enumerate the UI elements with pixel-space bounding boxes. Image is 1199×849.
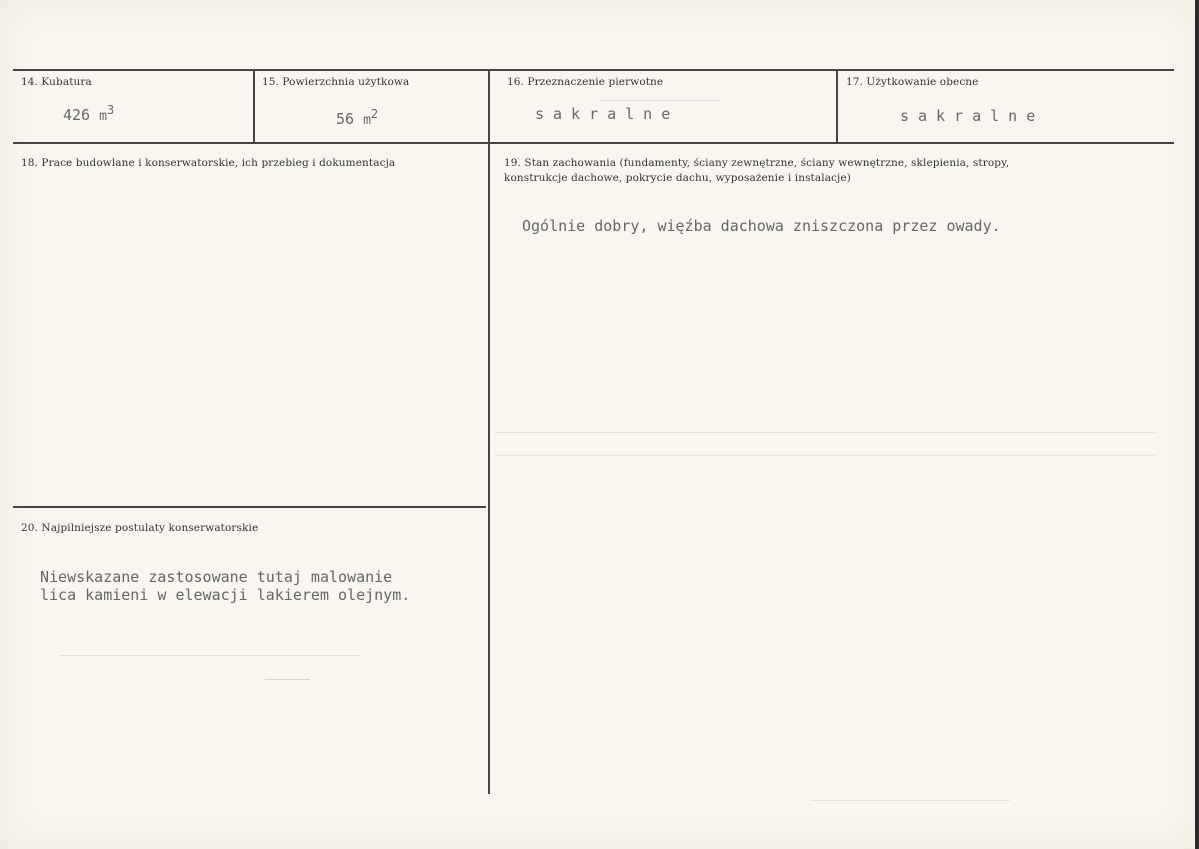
powierzchnia-number: 56 xyxy=(336,110,355,128)
paper-speck xyxy=(600,100,720,101)
przeznaczenie-label: 16. Przeznaczenie pierwotne xyxy=(507,76,664,88)
divider-18-20 xyxy=(13,506,486,508)
divider-14-15 xyxy=(253,69,255,143)
kubatura-unit-exponent: 3 xyxy=(106,103,115,117)
paper-speck xyxy=(810,800,1010,801)
prace-label: 18. Prace budowlane i konserwatorskie, ich przebieg i dokumentacja xyxy=(21,157,396,169)
uzytkowanie-value: sakralne xyxy=(900,107,1045,125)
scan-edge xyxy=(1195,0,1199,849)
postulaty-label: 20. Najpilniejsze postulaty konserwatorskie xyxy=(21,522,259,534)
kubatura-number: 426 xyxy=(63,106,91,124)
top-border xyxy=(13,69,1174,71)
paper-speck xyxy=(495,455,1155,456)
kubatura-label: 14. Kubatura xyxy=(21,76,92,88)
stan-label-line2: konstrukcje dachowe, pokrycie dachu, wyposażenie i instalacje) xyxy=(504,172,851,184)
header-row-bottom xyxy=(13,142,1174,144)
paper-speck xyxy=(265,679,310,680)
uzytkowanie-label: 17. Użytkowanie obecne xyxy=(846,76,979,88)
powierzchnia-unit-exponent: 2 xyxy=(370,107,379,121)
przeznaczenie-value: sakralne xyxy=(535,105,680,123)
stan-label-line1: 19. Stan zachowania (fundamenty, ściany zewnętrzne, ściany wewnętrzne, sklepienia, stropy, xyxy=(504,157,1010,169)
paper-speck xyxy=(60,655,360,656)
powierzchnia-value xyxy=(336,107,379,128)
divider-16-17 xyxy=(836,69,838,143)
kubatura-unit: m xyxy=(99,109,107,124)
paper-speck xyxy=(495,432,1155,433)
divider-15-16 xyxy=(488,69,490,143)
divider-main xyxy=(488,142,490,794)
postulaty-line1: Niewskazane zastosowane tutaj malowanie xyxy=(40,568,393,586)
stan-value: Ogólnie dobry, więźba dachowa zniszczona przez owady. xyxy=(522,217,1001,235)
powierzchnia-label: 15. Powierzchnia użytkowa xyxy=(262,76,410,88)
kubatura-value xyxy=(63,103,115,124)
postulaty-line2: lica kamieni w elewacji lakierem olejnym. xyxy=(40,586,411,604)
powierzchnia-unit: m xyxy=(363,113,371,128)
